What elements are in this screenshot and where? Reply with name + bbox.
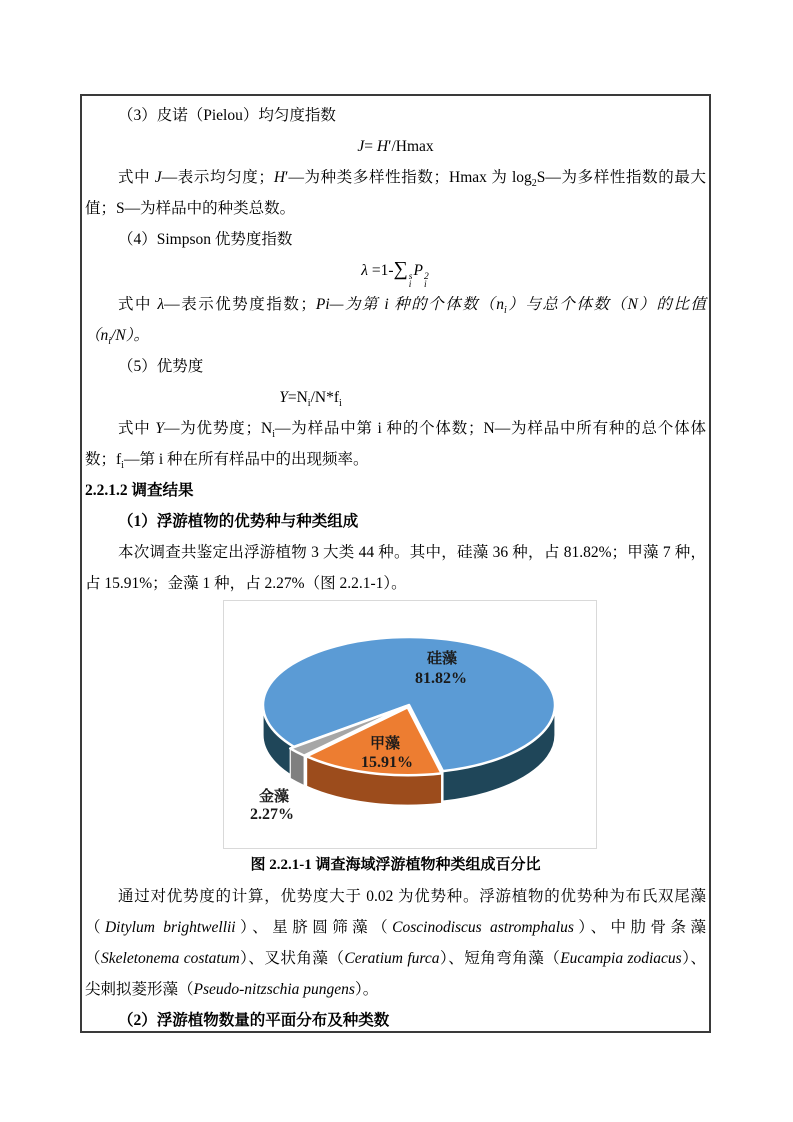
pie-label-value-1: 15.91% bbox=[361, 754, 413, 771]
formula-simpson: λ =1-∑ s i P 2 i bbox=[361, 258, 429, 290]
para-species-composition: 本次调查共鉴定出浮游植物 3 大类 44 种。其中，硅藻 36 种，占 81.82%；甲藻 7 种，占 15.91%；金藻 1 种，占 2.27%（图 2.2.1-1）。 bbox=[85, 544, 706, 592]
pie-chart-figure bbox=[223, 600, 597, 849]
pie-label-name-1: 甲藻 bbox=[369, 736, 401, 752]
pie-label-value-2: 2.27% bbox=[250, 806, 294, 823]
document-flow bbox=[85, 100, 706, 1033]
heading-phytoplankton-species: （1）浮游植物的优势种与种类组成 bbox=[118, 513, 359, 530]
document-table-cell bbox=[80, 94, 711, 1033]
pie-label-name-2: 金藻 bbox=[258, 789, 290, 805]
heading-pielou-index: （3）皮诺（Pielou）均匀度指数 bbox=[118, 107, 336, 124]
pie-label-name-0: 硅藻 bbox=[426, 651, 458, 667]
pie-chart-canvas bbox=[224, 601, 596, 848]
figure-caption: 图 2.2.1-1 调查海域浮游植物种类组成百分比 bbox=[250, 857, 541, 873]
formula-pielou: J= H′/Hmax bbox=[357, 138, 434, 155]
para-dominance-explanation: 式中 Y—为优势度；$N_i—$为样品中第 i 种的个体数；N—为样品中所有种的总个体体数；$f_i—$第 i 种在所有样品中的出现频率。 bbox=[85, 420, 706, 472]
heading-survey-results: 2.2.1.2 调查结果 bbox=[85, 482, 194, 499]
heading-dominance: （5）优势度 bbox=[118, 358, 204, 375]
para-simpson-explanation: 式中 λ—表示优势度指数；Pi—为第 i 种的个体数$(n_i)$与总个体数（N）的比值$(n_i/N)$。 bbox=[85, 296, 706, 348]
formula-dominance: $Y=N_i/N*f_i$ bbox=[279, 389, 342, 410]
para-pielou-explanation: 式中 J—表示均匀度；H′—为种类多样性指数；Hmax 为 $\log_2S—$为多样性指数的最大值；S—为样品中的种类总数。 bbox=[85, 169, 706, 217]
heading-distribution: （2）浮游植物数量的平面分布及种类数 bbox=[118, 1012, 390, 1029]
para-dominant-species: 通过对优势度的计算，优势度大于 0.02 为优势种。浮游植物的优势种为布氏双尾藻（Ditylum brightwellii）、星脐圆筛藻（Coscinodiscus astromphalus）、中肋骨条藻（Skeletonema costatum）、叉状角藻（Ceratium furca）、短角弯角藻（Eucampia zodiacus）、尖刺拟菱形藻（Pseudo-nitzschia pungens）。 bbox=[85, 888, 706, 998]
pie-label-value-0: 81.82% bbox=[415, 670, 467, 687]
heading-simpson-index: （4）Simpson 优势度指数 bbox=[118, 231, 293, 248]
